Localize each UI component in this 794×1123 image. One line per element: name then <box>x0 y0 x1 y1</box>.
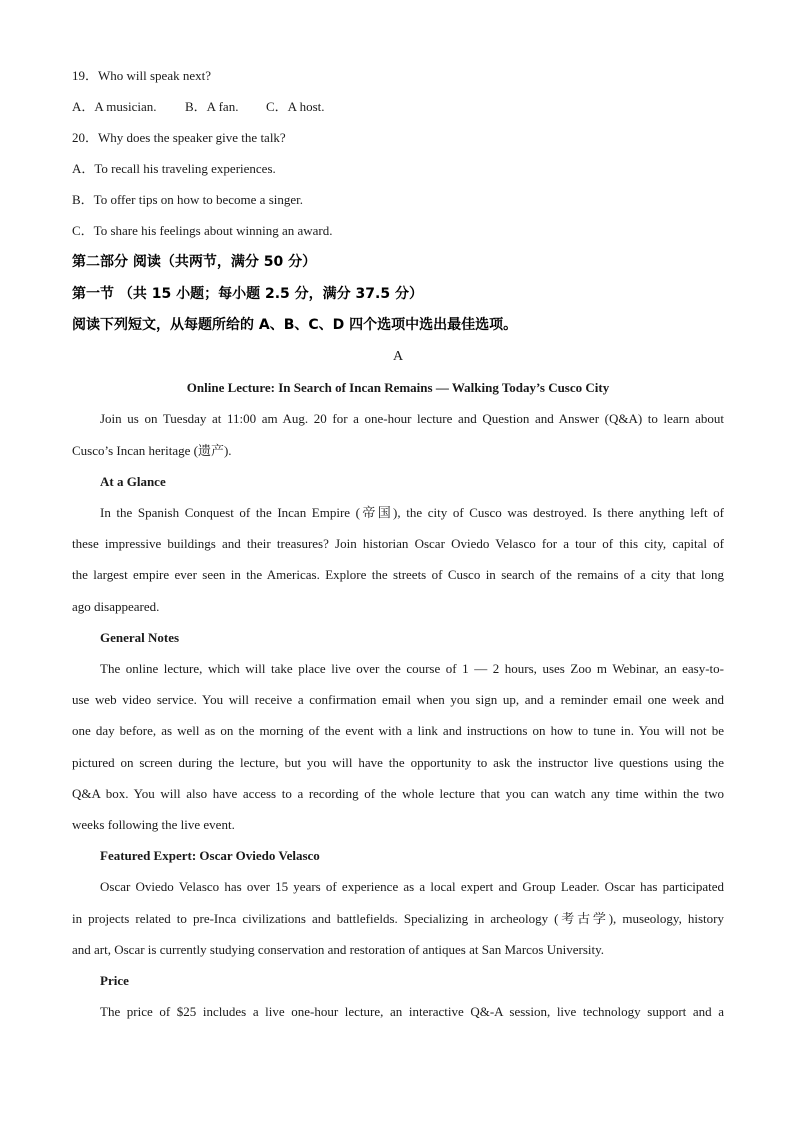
question-19: 19．Who will speak next? <box>72 68 211 83</box>
instruction: 阅读下列短文，从每题所给的 A、B、C、D 四个选项中选出最佳选项。 <box>72 317 518 333</box>
paragraph-line: Q&A box. You will also have access to a recording of the whole lecture that you can watch any time within the two <box>72 786 724 801</box>
passage-letter: A <box>392 349 404 364</box>
paragraph-line: in projects related to pre-Inca civilizations and battlefields. Specializing in archeology (考古学), museology, history <box>72 911 724 926</box>
section-heading: Featured Expert: Oscar Oviedo Velasco <box>100 848 320 863</box>
paragraph-line: and art, Oscar is currently studying conservation and restoration of antiques at San Marcos University. <box>72 942 605 957</box>
paragraph-line: the largest empire ever seen in the Americas. Explore the streets of Cusco in search of the remains of a city that long <box>72 567 724 582</box>
paragraph-line: Oscar Oviedo Velasco has over 15 years of experience as a local expert and Group Leader. Oscar has participated <box>100 879 724 894</box>
option-b: B．To offer tips on how to become a singer. <box>72 192 304 207</box>
paragraph-line: use web video service. You will receive a confirmation email when you sign up, and a reminder email one week and <box>72 692 724 707</box>
question-19-options <box>72 99 724 115</box>
paragraph-line: The price of $25 includes a live one-hour lecture, an interactive Q&-A session, live technology support and a <box>100 1004 724 1019</box>
paragraph-line: ago disappeared. <box>72 599 160 614</box>
option-a: A．A musician. <box>72 99 157 114</box>
option-c: C．To share his feelings about winning an award. <box>72 223 333 238</box>
option-a: A．To recall his traveling experiences. <box>72 161 276 176</box>
part-title: 第二部分 阅读（共两节，满分 50 分） <box>72 254 317 270</box>
passage-title: Online Lecture: In Search of Incan Remains — Walking Today’s Cusco City <box>186 380 610 395</box>
paragraph-line: one day before, as well as on the morning of the event with a link and instructions on how to tune in. You will not be <box>72 723 724 738</box>
section-heading: At a Glance <box>100 474 166 489</box>
question-20: 20．Why does the speaker give the talk? <box>72 130 286 145</box>
paragraph-line: In the Spanish Conquest of the Incan Empire (帝国), the city of Cusco was destroyed. Is there anything left of <box>100 505 724 520</box>
section-heading: Price <box>100 973 129 988</box>
paragraph-line: weeks following the live event. <box>72 817 235 832</box>
paragraph-line: The online lecture, which will take place live over the course of 1 — 2 hours, uses Zoo m Webinar, an easy-to- <box>100 661 724 676</box>
paragraph-line: these impressive buildings and their treasures? Join historian Oscar Oviedo Velasco for a tour of this city, capital of <box>72 536 724 551</box>
paragraph-line: Cusco’s Incan heritage (遗产). <box>72 443 232 458</box>
subsection-title: 第一节 （共 15 小题；每小题 2.5 分，满分 37.5 分） <box>72 286 423 302</box>
section-heading: General Notes <box>100 630 180 645</box>
paragraph-line: Join us on Tuesday at 11:00 am Aug. 20 for a one-hour lecture and Question and Answer (Q&A) to learn about <box>100 411 724 426</box>
option-c: C．A host. <box>266 99 325 114</box>
option-b: B．A fan. <box>185 99 239 114</box>
paragraph-line: pictured on screen during the lecture, but you will have the opportunity to ask the instructor live questions using the <box>72 755 724 770</box>
